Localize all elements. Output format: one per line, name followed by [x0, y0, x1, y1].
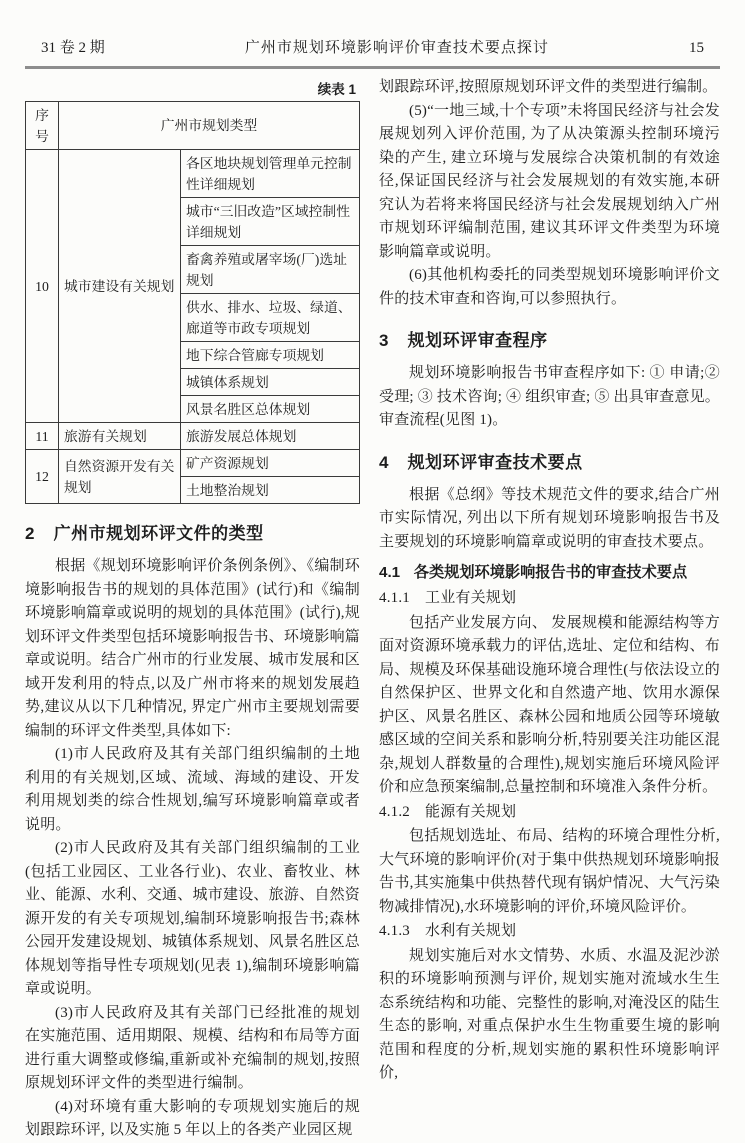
- section-2-title: 广州市规划环评文件的类型: [53, 524, 264, 543]
- row12-type-1: 土地整治规划: [181, 477, 360, 504]
- section-4-number: 4: [379, 452, 389, 472]
- section-4-intro: 根据《总纲》等技术规范文件的要求,结合广州市实际情况, 列出以下所有规划环境影响报告书及主要规划的环境影响篇章或说明的审查技术要点。: [379, 486, 720, 550]
- section-4-1-number: 4.1: [379, 564, 401, 581]
- volume-issue: 31 卷 2 期: [41, 40, 105, 56]
- table-row: [26, 423, 360, 450]
- section-4-1-2-title: 能源有关规划: [425, 803, 517, 820]
- section-4-1-3-heading: [379, 920, 720, 944]
- table-header-type: 广州市规划类型: [59, 102, 360, 150]
- running-title: 广州市规划环境影响评价审查技术要点探讨: [244, 40, 549, 56]
- section-2-number: 2: [25, 524, 35, 543]
- right-column: [379, 76, 720, 1143]
- row10-type-6: 风景名胜区总体规划: [181, 396, 360, 423]
- two-column-body: [25, 69, 720, 1143]
- section-3-paragraph: 规划环境影响报告书审查程序如下: ① 申请;② 受理; ③ 技术咨询; ④ 组织审查; ⑤ 出具审查意见。 审查流程(见图 1)。: [379, 365, 720, 428]
- section-4-1-1-text: 包括产业发展方向、 发展规模和能源结构等方面对资源环境承载力的评估,选址、定位和结构、布局、规模及环保基础设施环境合理性(与依法设立的自然保护区、世界文化和自然遗产地、饮用水源保护区、风景名胜区、森林公园和地质公园等环境敏感区域的空间关系和影响分析,特别要关注功能区混杂,规划人群数量的合理性),规划实施后环境风险评价和应急预案编制,总量控制和环境准入条件分析。: [379, 614, 720, 795]
- page-number: 15: [689, 40, 704, 56]
- section-2-item-5: (5)“一地三域,十个专项”未将国民经济与社会发展规划列入评价范围, 为了从决策源头控制环境污染的产生, 建立环境与发展综合决策机制的有效途径,保证国民经济与社会发展规划的有效实施,本研究认为若将来将国民经济与社会发展规划纳入广州市规划环评编制范围, 建议其环评文件类型为环境影响篇章或说明。: [379, 102, 720, 260]
- table-header-row: [26, 102, 360, 150]
- section-4-1-1-number: 4.1.1: [379, 590, 410, 606]
- left-column: [25, 76, 360, 1143]
- table-row: [26, 150, 360, 198]
- row10-category: 城市建设有关规划: [59, 150, 181, 423]
- row10-type-5: 城镇体系规划: [181, 369, 360, 396]
- continuation-line: 划跟踪环评,按照原规划环评文件的类型进行编制。: [379, 79, 718, 95]
- section-4-title: 规划环评审查技术要点: [407, 452, 583, 472]
- section-4-1-3-title: 水利有关规划: [425, 923, 517, 939]
- page-header: [25, 0, 720, 66]
- row11-type-0: 旅游发展总体规划: [181, 423, 360, 450]
- section-4-1-2-heading: [379, 801, 720, 825]
- row12-no: 12: [26, 450, 59, 504]
- section-4-1-1-title: 工业有关规划: [425, 590, 517, 606]
- section-4-1-title: 各类规划环境影响报告书的审查技术要点: [413, 564, 688, 581]
- section-4-1-1-heading: [379, 587, 720, 611]
- row12-category: 自然资源开发有关规划: [59, 450, 181, 504]
- row10-type-3: 供水、排水、垃圾、绿道、廊道等市政专项规划: [181, 294, 360, 342]
- row10-type-4: 地下综合管廊专项规划: [181, 342, 360, 369]
- section-2-heading: [25, 519, 360, 544]
- planning-types-table: [25, 101, 360, 504]
- table-row: [26, 450, 360, 477]
- section-3-number: 3: [379, 331, 389, 350]
- section-4-1-2-number: 4.1.2: [379, 803, 410, 820]
- row10-type-2: 畜禽养殖或屠宰场(厂)选址规划: [181, 246, 360, 294]
- section-4-1-heading: [379, 561, 720, 582]
- row10-type-0: 各区地块规划管理单元控制性详细规划: [181, 150, 360, 198]
- row10-type-1: 城市“三旧改造”区域控制性详细规划: [181, 198, 360, 246]
- section-2-item-2: (2)市人民政府及其有关部门组织编制的工业(包括工业园区、工业各行业)、农业、畜牧业、林业、能源、水利、交通、城市建设、旅游、自然资源开发的有关专项规划,编制环境影响报告书;森林公园开发建设规划、城镇体系规划、风景名胜区总体规划等指导性专项规划(见表 1),编制环境影响篇章或说明。: [25, 840, 360, 997]
- section-2-item-1: (1)市人民政府及其有关部门组织编制的土地利用的有关规划,区域、流域、海域的建设、开发利用规划类的综合性规划,编写环境影响篇章或者说明。: [25, 746, 360, 833]
- row10-no: 10: [26, 150, 59, 423]
- row11-category: 旅游有关规划: [59, 423, 181, 450]
- section-3-title: 规划环评审查程序: [407, 331, 548, 350]
- section-2-item-6: (6)其他机构委托的同类型规划环境影响评价文件的技术审查和咨询,可以参照执行。: [379, 267, 720, 307]
- table-header-no: 序号: [26, 102, 59, 150]
- section-4-1-3-number: 4.1.3: [379, 923, 410, 939]
- table-caption: 续表 1: [317, 82, 356, 97]
- section-4-heading: [379, 448, 720, 473]
- section-4-1-2-text: 包括规划选址、布局、结构的环境合理性分析,大气环境的影响评价(对于集中供热规划环境影响报告书,其实施集中供热替代现有锅炉情况、大气污染物减排情况),水环境影响的评价,环境风险评价。: [379, 828, 720, 915]
- row12-type-0: 矿产资源规划: [181, 450, 360, 477]
- section-4-1-3-text: 规划实施后对水文情势、水质、水温及泥沙淤积的环境影响预测与评价, 规划实施对流域水生生态系统结构和功能、完整性的影响,对淹没区的陆生生态的影响, 对重点保护水生生物重要生境的影响范围和程度的分析,规划实施的累积性环境影响评价,: [379, 947, 720, 1081]
- section-2-item-3: (3)市人民政府及其有关部门已经批准的规划在实施范围、适用期限、规模、结构和布局等方面进行重大调整或修编,重新或补充编制的规划,按照原规划环评文件的类型进行编制。: [25, 1004, 360, 1091]
- section-2-item-4: (4)对环境有重大影响的专项规划实施后的规划跟踪环评, 以及实施 5 年以上的各类产业园区规: [25, 1098, 360, 1138]
- section-2-paragraph: 根据《规划环境影响评价条例条例》、《编制环境影响报告书的规划的具体范围》(试行)和《编制环境影响篇章或说明的规划的具体范围》(试行),规划环评文件类型包括环境影响报告书、环境影响篇章或说明。结合广州市的行业发展、城市发展和区域开发利用的特点,以及广州市将来的规划发展趋势,建议从以下几种情况, 界定广州市主要规划需要编制的环评文件类型,具体如下:: [25, 558, 360, 739]
- row11-no: 11: [26, 423, 59, 450]
- section-3-heading: [379, 326, 720, 351]
